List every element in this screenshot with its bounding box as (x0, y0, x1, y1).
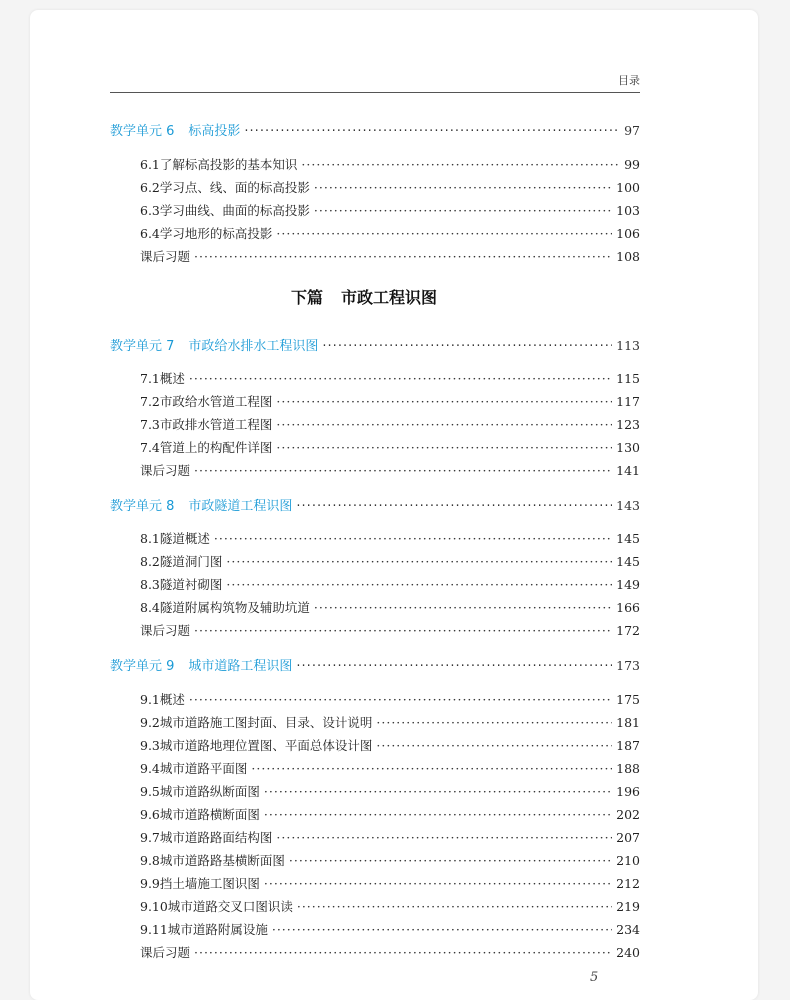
section-page: 115 (616, 371, 640, 386)
chapter-label: 教学单元 7 (110, 339, 175, 354)
section-title: 市政给水管道工程图 (159, 394, 273, 409)
toc-section[interactable] (140, 203, 640, 219)
toc-exercise[interactable] (140, 623, 640, 639)
section-number: 9.11 (140, 922, 168, 937)
chapter-page: 173 (616, 658, 640, 673)
section-title: 市政排水管道工程图 (159, 417, 273, 432)
section-page: 234 (616, 922, 640, 937)
section-number: 6.3 (140, 203, 160, 218)
part-label: 下篇 (290, 288, 323, 307)
section-title: 管道上的构配件详图 (159, 440, 273, 455)
leader-dots (276, 440, 612, 456)
toc-section[interactable] (140, 577, 640, 593)
toc-chapter-unit6[interactable] (110, 123, 640, 140)
leader-dots (376, 715, 612, 731)
leader-dots (314, 203, 612, 219)
section-number: 9.3 (140, 738, 160, 753)
leader-dots (194, 463, 612, 479)
leader-dots (244, 124, 620, 140)
section-title: 城市道路交叉口图识读 (167, 899, 293, 914)
toc-section[interactable] (140, 807, 640, 823)
leader-dots (251, 761, 612, 777)
leader-dots (264, 876, 612, 892)
section-title: 城市道路路面结构图 (159, 830, 273, 845)
section-page: 202 (616, 807, 640, 822)
section-page: 166 (616, 600, 640, 615)
chapter-page: 97 (624, 123, 640, 138)
toc-section[interactable] (140, 226, 640, 242)
leader-dots (289, 853, 612, 869)
toc-section[interactable] (140, 531, 640, 547)
toc-section[interactable] (140, 440, 640, 456)
section-title: 隧道概述 (159, 531, 210, 546)
section-title: 城市道路横断面图 (159, 807, 260, 822)
leader-dots (189, 692, 612, 708)
leader-dots (314, 600, 612, 616)
leader-dots (276, 830, 612, 846)
section-number: 8.2 (140, 554, 160, 569)
toc-section[interactable] (140, 371, 640, 387)
toc-chapter-unit8[interactable] (110, 498, 640, 515)
section-title: 隧道附属构筑物及辅助坑道 (159, 600, 310, 615)
section-page: 99 (624, 157, 640, 172)
chapter-page: 113 (616, 338, 640, 353)
section-page: 196 (616, 784, 640, 799)
page-number: 5 (590, 970, 599, 985)
toc-section[interactable] (140, 738, 640, 754)
toc-chapter-unit7[interactable] (110, 338, 640, 355)
section-page: 219 (616, 899, 640, 914)
section-number: 9.10 (140, 899, 168, 914)
section-page: 145 (616, 531, 640, 546)
section-number: 7.2 (140, 394, 160, 409)
toc-section[interactable] (140, 600, 640, 616)
running-header (110, 72, 640, 93)
chapter-label: 教学单元 8 (110, 499, 175, 514)
toc-section[interactable] (140, 761, 640, 777)
leader-dots (296, 499, 612, 515)
chapter-title: 标高投影 (188, 124, 241, 139)
toc-section[interactable] (140, 715, 640, 731)
chapter-page: 143 (616, 498, 640, 513)
leader-dots (297, 899, 612, 915)
section-number: 8.1 (140, 531, 160, 546)
toc-section[interactable] (140, 157, 640, 173)
section-page: 123 (616, 417, 640, 432)
exercise-page: 240 (616, 945, 640, 960)
section-number: 8.4 (140, 600, 160, 615)
leader-dots (214, 531, 612, 547)
section-number: 9.4 (140, 761, 160, 776)
part-name: 市政工程识图 (341, 288, 438, 307)
section-page: 207 (616, 830, 640, 845)
section-page: 106 (616, 226, 640, 241)
leader-dots (264, 807, 612, 823)
section-page: 103 (616, 203, 640, 218)
section-title: 了解标高投影的基本知识 (159, 157, 298, 172)
toc-section[interactable] (140, 554, 640, 570)
leader-dots (226, 554, 612, 570)
section-number: 9.6 (140, 807, 160, 822)
leader-dots (272, 922, 612, 938)
header-title: 目录 (618, 74, 640, 87)
leader-dots (189, 371, 612, 387)
section-page: 100 (616, 180, 640, 195)
leader-dots (322, 339, 612, 355)
section-title: 概述 (159, 371, 185, 386)
section-number: 9.1 (140, 692, 160, 707)
toc-section[interactable] (140, 922, 640, 938)
chapter-label: 教学单元 9 (110, 659, 175, 674)
toc-exercise[interactable] (140, 463, 640, 479)
leader-dots (296, 659, 612, 675)
section-title: 城市道路地理位置图、平面总体设计图 (159, 738, 373, 753)
exercise-page: 108 (616, 249, 640, 264)
section-title: 概述 (159, 692, 185, 707)
exercise-title: 课后习题 (140, 463, 191, 478)
toc-section[interactable] (140, 692, 640, 708)
leader-dots (301, 157, 620, 173)
section-number: 9.8 (140, 853, 160, 868)
section-title: 学习点、线、面的标高投影 (159, 180, 310, 195)
section-title: 学习曲线、曲面的标高投影 (159, 203, 310, 218)
section-page: 181 (616, 715, 640, 730)
exercise-page: 141 (616, 463, 640, 478)
section-page: 149 (616, 577, 640, 592)
section-page: 187 (616, 738, 640, 753)
toc-section[interactable] (140, 899, 640, 915)
toc-section[interactable] (140, 830, 640, 846)
section-number: 6.2 (140, 180, 160, 195)
leader-dots (194, 945, 612, 961)
toc-section[interactable] (140, 853, 640, 869)
section-number: 9.2 (140, 715, 160, 730)
leader-dots (226, 577, 612, 593)
section-title: 挡土墙施工图识图 (159, 876, 260, 891)
toc-section[interactable] (140, 417, 640, 433)
section-title: 学习地形的标高投影 (159, 226, 273, 241)
section-title: 城市道路纵断面图 (159, 784, 260, 799)
section-page: 175 (616, 692, 640, 707)
section-title: 城市道路平面图 (159, 761, 248, 776)
section-page: 212 (616, 876, 640, 891)
section-number: 6.4 (140, 226, 160, 241)
chapter-title: 市政给水排水工程识图 (188, 339, 319, 354)
section-number: 9.5 (140, 784, 160, 799)
toc-exercise[interactable] (140, 249, 640, 265)
section-number: 7.3 (140, 417, 160, 432)
toc-chapter-unit9[interactable] (110, 658, 640, 675)
toc-section[interactable] (140, 784, 640, 800)
section-title: 隧道洞门图 (159, 554, 223, 569)
toc-section[interactable] (140, 876, 640, 892)
leader-dots (264, 784, 612, 800)
chapter-title: 市政隧道工程识图 (188, 499, 293, 514)
toc-section[interactable] (140, 394, 640, 410)
section-number: 6.1 (140, 157, 160, 172)
exercise-title: 课后习题 (140, 249, 191, 264)
toc-section[interactable] (140, 180, 640, 196)
leader-dots (194, 623, 612, 639)
section-number: 8.3 (140, 577, 160, 592)
part-title (0, 285, 728, 308)
section-page: 210 (616, 853, 640, 868)
exercise-title: 课后习题 (140, 945, 191, 960)
exercise-title: 课后习题 (140, 623, 191, 638)
section-page: 117 (616, 394, 640, 409)
section-title: 城市道路施工图封面、目录、设计说明 (159, 715, 373, 730)
section-number: 9.7 (140, 830, 160, 845)
leader-dots (276, 417, 612, 433)
chapter-title: 城市道路工程识图 (188, 659, 293, 674)
section-title: 城市道路附属设施 (167, 922, 268, 937)
leader-dots (314, 180, 612, 196)
toc-exercise[interactable] (140, 945, 640, 961)
exercise-page: 172 (616, 623, 640, 638)
section-title: 隧道衬砌图 (159, 577, 223, 592)
section-title: 城市道路路基横断面图 (159, 853, 285, 868)
leader-dots (276, 226, 612, 242)
section-number: 9.9 (140, 876, 160, 891)
section-number: 7.4 (140, 440, 160, 455)
leader-dots (276, 394, 612, 410)
section-page: 145 (616, 554, 640, 569)
section-page: 130 (616, 440, 640, 455)
leader-dots (376, 738, 612, 754)
chapter-label: 教学单元 6 (110, 124, 175, 139)
section-number: 7.1 (140, 371, 160, 386)
leader-dots (194, 249, 612, 265)
section-page: 188 (616, 761, 640, 776)
